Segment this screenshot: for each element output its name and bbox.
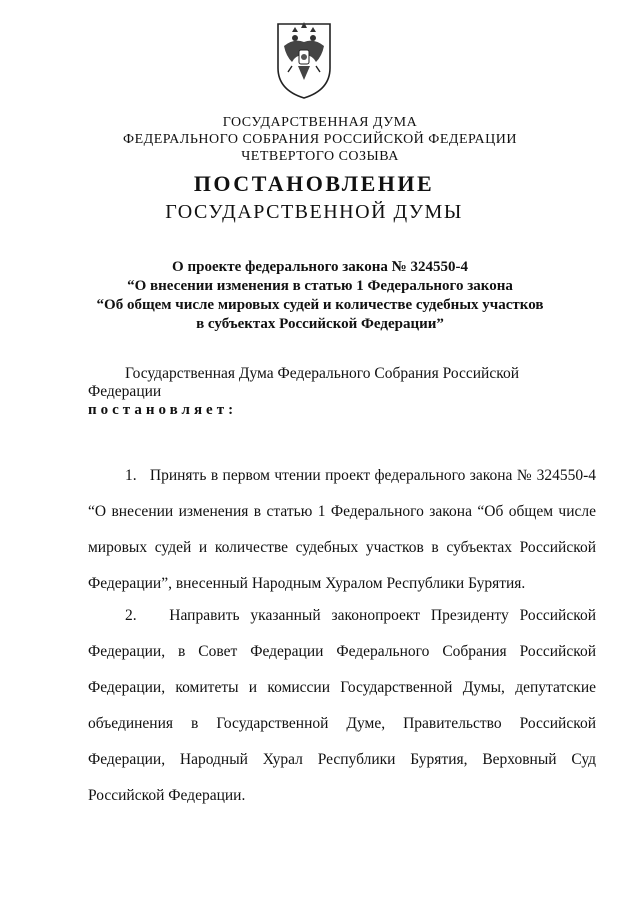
document-title: ПОСТАНОВЛЕНИЕ <box>193 171 435 196</box>
subject-line: О проекте федерального закона № 324550-4 <box>172 259 468 275</box>
resolution-item <box>88 598 596 814</box>
item-text: Принять в первом чтении проект федерального закона № 324550-4 “О внесении изменения в статью 1 Федерального закона “Об общем числе мировых судей и количестве судебных участков в субъектах Российской Федерации”, внесенный Народным Хуралом Республики Бурятия. <box>88 467 597 592</box>
subject-line: “Об общем числе мировых судей и количестве судебных участков <box>96 297 544 313</box>
resolves-label: постановляет: <box>88 402 238 418</box>
item-text: Направить указанный законопроект Президенту Российской Федерации, в Совет Федерации Федерального Собрания Российской Федерации, комитеты и комиссии Государственной Думы, депутатские объединения в Государственной Думе, Правительство Российской Федерации, Народный Хурал Республики Бурятия, Верховный Суд Российской Федерации. <box>88 607 596 804</box>
coat-of-arms-icon <box>274 18 334 100</box>
issuer-line: ЧЕТВЕРТОГО СОЗЫВА <box>241 149 399 164</box>
preamble: Государственная Дума Федерального Собрания Российской Федерации <box>88 365 519 400</box>
document-subtitle: ГОСУДАРСТВЕННОЙ ДУМЫ <box>165 201 463 223</box>
issuer-header <box>0 114 640 165</box>
subject-line: “О внесении изменения в статью 1 Федерального закона <box>127 278 513 294</box>
item-number: 2. <box>125 607 137 624</box>
document-subject <box>0 258 640 334</box>
resolution-item <box>88 458 596 602</box>
issuer-line: ФЕДЕРАЛЬНОГО СОБРАНИЯ РОССИЙСКОЙ ФЕДЕРАЦИИ <box>123 132 517 147</box>
subject-line: в субъектах Российской Федерации” <box>196 316 444 332</box>
item-number: 1. <box>125 467 137 484</box>
issuer-line: ГОСУДАРСТВЕННАЯ ДУМА <box>222 115 418 130</box>
